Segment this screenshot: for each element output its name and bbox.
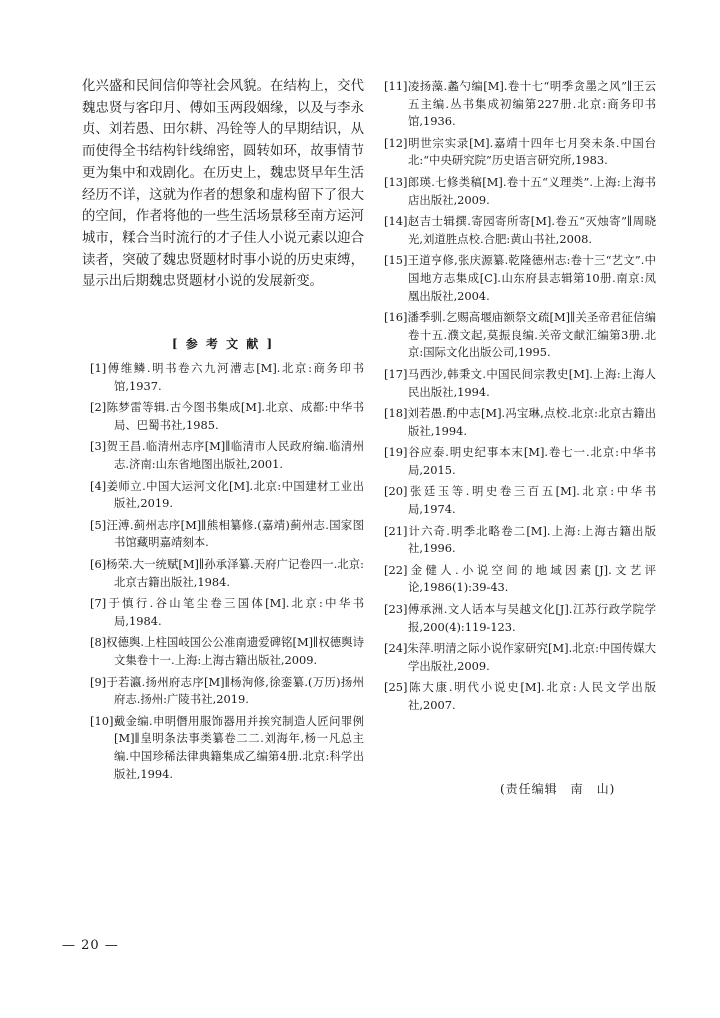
reference-item: [23]傅承洲.文人话本与吴越文化[J].江苏行政学院学报,200(4):119-123.: [384, 602, 656, 634]
reference-item: [15]王道亨修,张庆源纂.乾隆德州志:卷十三“艺文”.中国地方志集成[C].山东府县志辑第10册.南京:凤凰出版社,2004.: [384, 253, 656, 303]
reference-item: [9]于若瀛.扬州府志序[M]∥杨洵修,徐銮纂.(万历)扬州府志.扬州:广陵书社,2019.: [90, 674, 364, 707]
reference-item: [14]赵吉士辑撰.寄园寄所寄[M].卷五“灭烛寄”∥周晓光,刘道胜点校.合肥:黄山书社,2008.: [384, 214, 656, 246]
reference-item: [2]陈梦雷等辑.古今图书集成[M].北京、成都:中华书局、巴蜀书社,1985.: [90, 400, 364, 432]
reference-item: [10]戴金编.申明僭用服饰器用并挨究制造人匠问罪例[M]∥皇明条法事类纂卷二二.刘海年,杨一凡总主编.中国珍稀法律典籍集成乙编第4册.北京:科学出版社,1994.: [90, 713, 364, 781]
page-number: — 20 —: [62, 938, 119, 953]
reference-item: [24]朱萍.明清之际小说作家研究[M].北京:中国传媒大学出版社,2009.: [384, 641, 656, 673]
reference-item: [5]汪溥.蓟州志序[M]∥熊相纂修.(嘉靖)蓟州志.国家图书馆藏明嘉靖刻本.: [90, 517, 364, 550]
references-list-right: [384, 78, 656, 715]
reference-item: [20]张廷玉等.明史卷三百五[M].北京:中华书局,1974.: [384, 484, 656, 517]
references-list-left: [82, 360, 364, 783]
reference-item: [1]傅维鳞.明书卷六九河漕志[M].北京:商务印书馆,1937.: [90, 361, 364, 393]
reference-item: [22]金健人.小说空间的地域因素[J].文艺评论,1986(1):39-43.: [384, 562, 656, 595]
body-paragraph: 化兴盛和民间信仰等社会风貌。在结构上，交代魏忠贤与客印月、傅如玉两段姻缘，以及与李永贞、刘若愚、田尔耕、冯铨等人的早期结识，从而使得全书结构针线绵密，圆转如环，故事情节更为集中和戏剧化。在历史上，魏忠贤早年生活经历不详，这就为作者的想象和虚构留下了很大的空间，作者将他的一些生活场景移至南方运河城市，糅合当时流行的才子佳人小说元素以迎合读者，突破了魏忠贤题材时事小说的历史束缚，显示出后期魏忠贤题材小说的发展新变。: [82, 79, 364, 290]
reference-item: [18]刘若愚.酌中志[M].冯宝琳,点校.北京:北京古籍出版社,1994.: [384, 406, 656, 438]
reference-item: [7]于慎行.谷山笔尘卷三国体[M].北京:中华书局,1984.: [90, 596, 364, 628]
reference-item: [13]郎瑛.七修类稿[M].卷十五“义理类”.上海:上海书店出版社,2009.: [384, 174, 656, 207]
editor-note: (责任编辑 南 山): [500, 782, 616, 796]
reference-item: [21]计六奇.明季北略卷二[M].上海:上海古籍出版社,1996.: [384, 523, 656, 556]
reference-item: [25]陈大康.明代小说史[M].北京:人民文学出版社,2007.: [384, 680, 656, 712]
reference-item: [4]姜师立.中国大运河文化[M].北京:中国建材工业出版社,2019.: [90, 478, 364, 511]
references-heading: [ 参 考 文 献 ]: [171, 337, 275, 352]
reference-item: [19]谷应泰.明史纪事本末[M].卷七一.北京:中华书局,2015.: [384, 445, 656, 477]
reference-item: [11]凌扬藻.蠡勺编[M].卷十七“明季贪墨之风”∥王云五主编.丛书集成初编第227册.北京:商务印书馆,1936.: [384, 79, 656, 129]
reference-item: [17]马西沙,韩秉文.中国民间宗教史[M].上海:上海人民出版社,1994.: [384, 366, 656, 399]
reference-item: [12]明世宗实录[M].嘉靖十四年七月癸未条.中国台北:“中央研究院”历史语言研究所,1983.: [384, 135, 656, 168]
reference-item: [8]权德舆.上柱国岐国公公准南遗爱碑铭[M]∥权德舆诗文集卷十一.上海:上海古籍出版社,2009.: [90, 635, 364, 667]
reference-item: [6]杨荣.大一统赋[M]∥孙承泽纂.天府广记卷四一.北京:北京古籍出版社,1984.: [90, 556, 364, 589]
left-column: [82, 52, 364, 787]
reference-item: [16]潘季驯.乞赐高堰庙额祭文疏[M]∥关圣帝君征信编卷十五.濮文起,莫振良编.关帝文献汇编第3册.北京:国际文化出版公司,1995.: [384, 310, 656, 360]
reference-item: [3]贺王昌.临清州志序[M]∥临清市人民政府编.临清州志.济南:山东省地图出版社,2001.: [90, 439, 364, 471]
right-column: [384, 52, 656, 719]
